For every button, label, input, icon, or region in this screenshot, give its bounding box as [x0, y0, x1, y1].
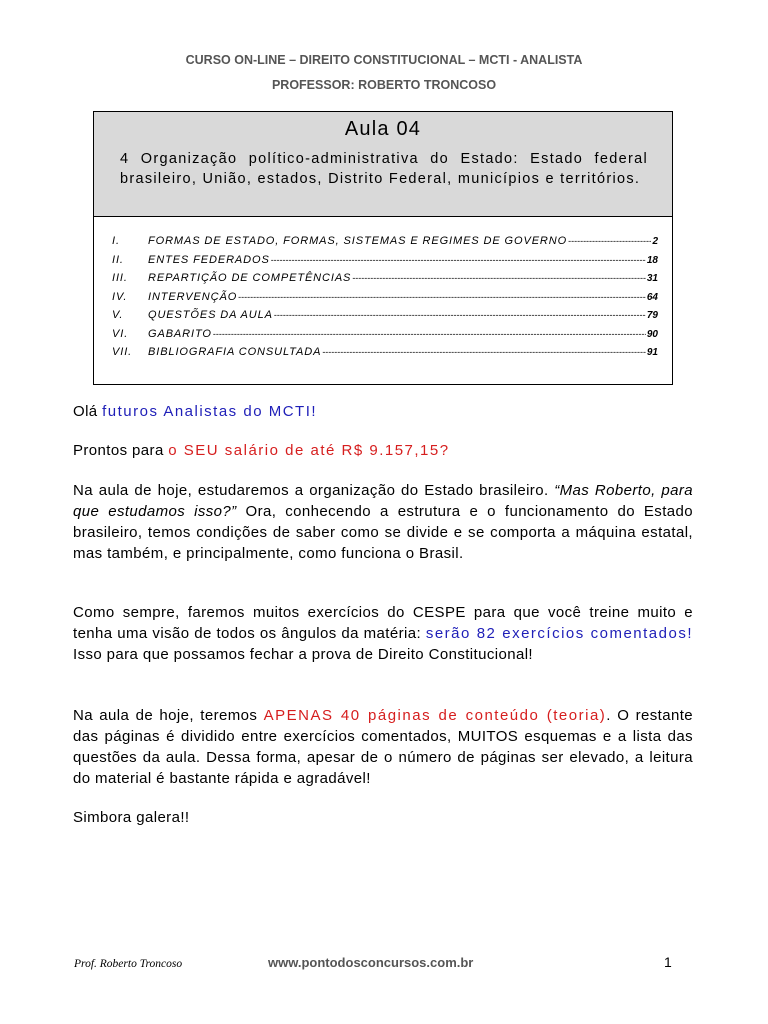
intro-quote: “Mas Roberto, para que estudamos isso?” — [73, 482, 693, 520]
toc-page: 64 — [646, 291, 658, 303]
course-header: CURSO ON-LINE – DIREITO CONSTITUCIONAL – MCTI - ANALISTA — [185, 53, 583, 67]
toc-item — [112, 328, 658, 347]
toc-number: IV. — [112, 290, 128, 303]
toc-label: BIBLIOGRAFIA CONSULTADA — [148, 346, 322, 358]
pages-text-b: . O restante das páginas é dividido entre exercícios comentados, MUITOS esquemas e a lista das questões da aula. Dessa forma, apesar de o número de páginas ser elevado, a leitura do material é bastante rápida e agradável! — [73, 707, 693, 787]
lesson-header-panel — [94, 112, 672, 217]
toc-number: V. — [112, 309, 124, 321]
pages-paragraph — [73, 705, 693, 789]
table-of-contents — [112, 235, 658, 365]
intro-paragraph — [73, 480, 693, 564]
exercises-paragraph — [73, 602, 693, 665]
intro-text-b: Ora, conhecendo a estrutura e o funcionamento do Estado brasileiro, temos condições de saber como se divide e se comporta a máquina estatal, mas também, e principalmente, como funciona o Brasil. — [73, 503, 694, 562]
toc-page: 91 — [646, 347, 658, 358]
pages-highlight: APENAS 40 páginas de conteúdo (teoria) — [263, 707, 607, 724]
toc-item — [112, 346, 658, 365]
toc-leader — [352, 273, 646, 283]
greeting-text: Olá — [73, 403, 103, 420]
exercises-text-a: Como sempre, faremos muitos exercícios do CESPE para que você treine muito e tenha uma visão de todos os ângulos da matéria: — [73, 604, 693, 642]
lesson-title: Aula 04 — [344, 118, 422, 140]
toc-leader — [271, 255, 646, 265]
lesson-box — [93, 111, 673, 385]
toc-label: FORMAS DE ESTADO, FORMAS, SISTEMAS E REGIMES DE GOVERNO — [148, 235, 568, 247]
toc-leader — [568, 236, 651, 246]
toc-item — [112, 235, 658, 254]
toc-leader — [238, 292, 646, 302]
toc-page: 79 — [646, 310, 658, 321]
footer-author: Prof. Roberto Troncoso — [74, 958, 183, 970]
lesson-subtitle: 4 Organização político-administrativa do Estado: Estado federal brasileiro, União, estados, Distrito Federal, municípios e territórios. — [120, 151, 648, 187]
toc-number: II. — [112, 253, 124, 266]
toc-item — [112, 309, 658, 328]
toc-item — [112, 254, 658, 273]
toc-page: 2 — [652, 236, 658, 247]
intro-text-a: Na aula de hoje, estudaremos a organização do Estado brasileiro. — [73, 482, 555, 499]
salary-highlight: o SEU salário de até R$ 9.157,15? — [168, 442, 450, 459]
greeting-paragraph — [73, 401, 693, 422]
exercises-text-b: Isso para que possamos fechar a prova de Direito Constitucional! — [73, 646, 533, 663]
footer-website-link[interactable]: www.pontodosconcursos.com.br — [268, 955, 474, 970]
toc-page: 18 — [646, 254, 658, 266]
toc-label: QUESTÕES DA AULA — [148, 309, 273, 321]
greeting-highlight: futuros Analistas do MCTI! — [102, 403, 318, 420]
toc-label: ENTES FEDERADOS — [148, 253, 270, 266]
toc-leader — [274, 310, 646, 320]
toc-number: III. — [112, 272, 128, 284]
toc-item — [112, 272, 658, 291]
salary-paragraph — [73, 440, 693, 461]
salary-text: Prontos para — [73, 442, 169, 459]
toc-item — [112, 291, 658, 310]
toc-page: 31 — [646, 273, 658, 284]
toc-number: VII. — [112, 346, 133, 358]
toc-label: GABARITO — [148, 327, 212, 340]
toc-page: 90 — [646, 328, 658, 340]
toc-number: VI. — [112, 327, 129, 340]
toc-leader — [322, 347, 646, 357]
professor-header: PROFESSOR: ROBERTO TRONCOSO — [271, 78, 497, 92]
toc-label: INTERVENÇÃO — [148, 290, 238, 303]
page-number: 1 — [664, 954, 672, 970]
exercises-highlight: serão 82 exercícios comentados! — [425, 625, 694, 642]
pages-text-a: Na aula de hoje, teremos — [73, 707, 264, 724]
toc-leader — [213, 329, 646, 339]
toc-number: I. — [112, 235, 120, 247]
closing-paragraph: Simbora galera!! — [73, 809, 190, 826]
toc-label: REPARTIÇÃO DE COMPETÊNCIAS — [148, 272, 352, 284]
